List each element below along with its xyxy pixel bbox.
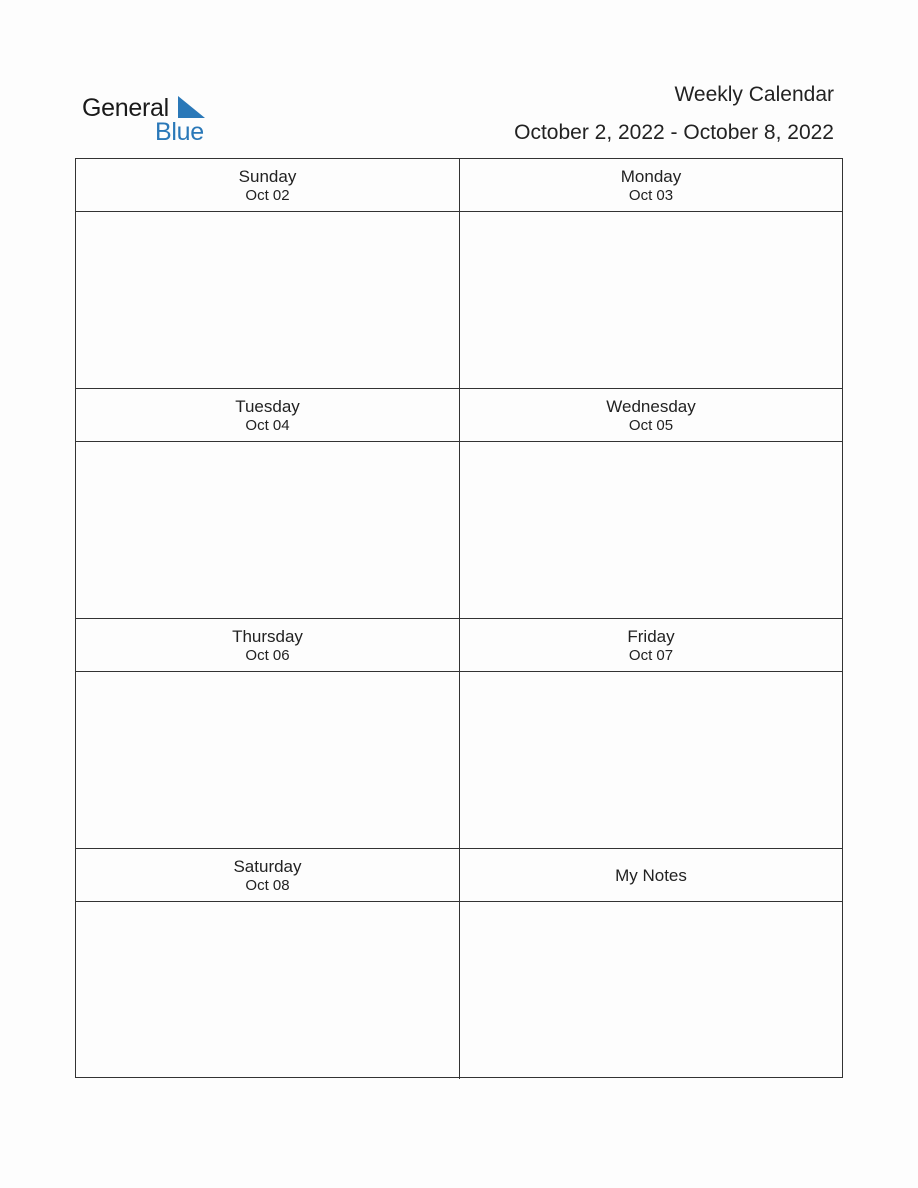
- day-name: Wednesday: [606, 396, 696, 416]
- general-blue-logo: [82, 94, 222, 146]
- day-date: Oct 07: [628, 646, 674, 664]
- day-date: Oct 06: [245, 646, 290, 664]
- notes-label: My Notes: [615, 865, 687, 885]
- day-writing-area: [460, 672, 842, 848]
- day-cell-wednesday: [460, 389, 842, 619]
- notes-cell: [460, 849, 842, 1079]
- day-writing-area: [76, 902, 459, 1079]
- day-cell-monday: [460, 159, 842, 389]
- logo-triangle-icon: [176, 96, 206, 120]
- day-name: Sunday: [238, 166, 297, 186]
- day-name: Saturday: [233, 856, 302, 876]
- weekly-calendar-grid: [75, 158, 843, 1078]
- day-writing-area: [460, 442, 842, 618]
- day-date: Oct 03: [628, 186, 674, 204]
- day-header: [460, 159, 842, 212]
- day-name: Tuesday: [235, 396, 300, 416]
- day-cell-friday: [460, 619, 842, 849]
- day-header: [76, 619, 459, 672]
- day-cell-sunday: [76, 159, 460, 389]
- day-date: Oct 05: [628, 416, 674, 434]
- page-title: Weekly Calendar: [674, 83, 834, 106]
- notes-writing-area: [460, 902, 842, 1079]
- day-cell-saturday: [76, 849, 460, 1079]
- day-name: Friday: [627, 626, 675, 646]
- day-cell-tuesday: [76, 389, 460, 619]
- day-header: [76, 849, 459, 902]
- logo-text-general: General: [82, 94, 169, 122]
- logo-text-blue: Blue: [155, 118, 204, 146]
- day-name: Thursday: [232, 626, 303, 646]
- day-header: [460, 389, 842, 442]
- day-date: Oct 02: [245, 186, 290, 204]
- day-writing-area: [76, 212, 459, 388]
- day-cell-thursday: [76, 619, 460, 849]
- day-writing-area: [76, 442, 459, 618]
- date-range: October 2, 2022 - October 8, 2022: [514, 121, 834, 144]
- day-date: Oct 08: [245, 876, 290, 894]
- day-header: [76, 389, 459, 442]
- day-header: [460, 619, 842, 672]
- day-writing-area: [460, 212, 842, 388]
- day-writing-area: [76, 672, 459, 848]
- day-header: [76, 159, 459, 212]
- notes-header: [460, 849, 842, 902]
- day-name: Monday: [620, 166, 682, 186]
- day-date: Oct 04: [245, 416, 290, 434]
